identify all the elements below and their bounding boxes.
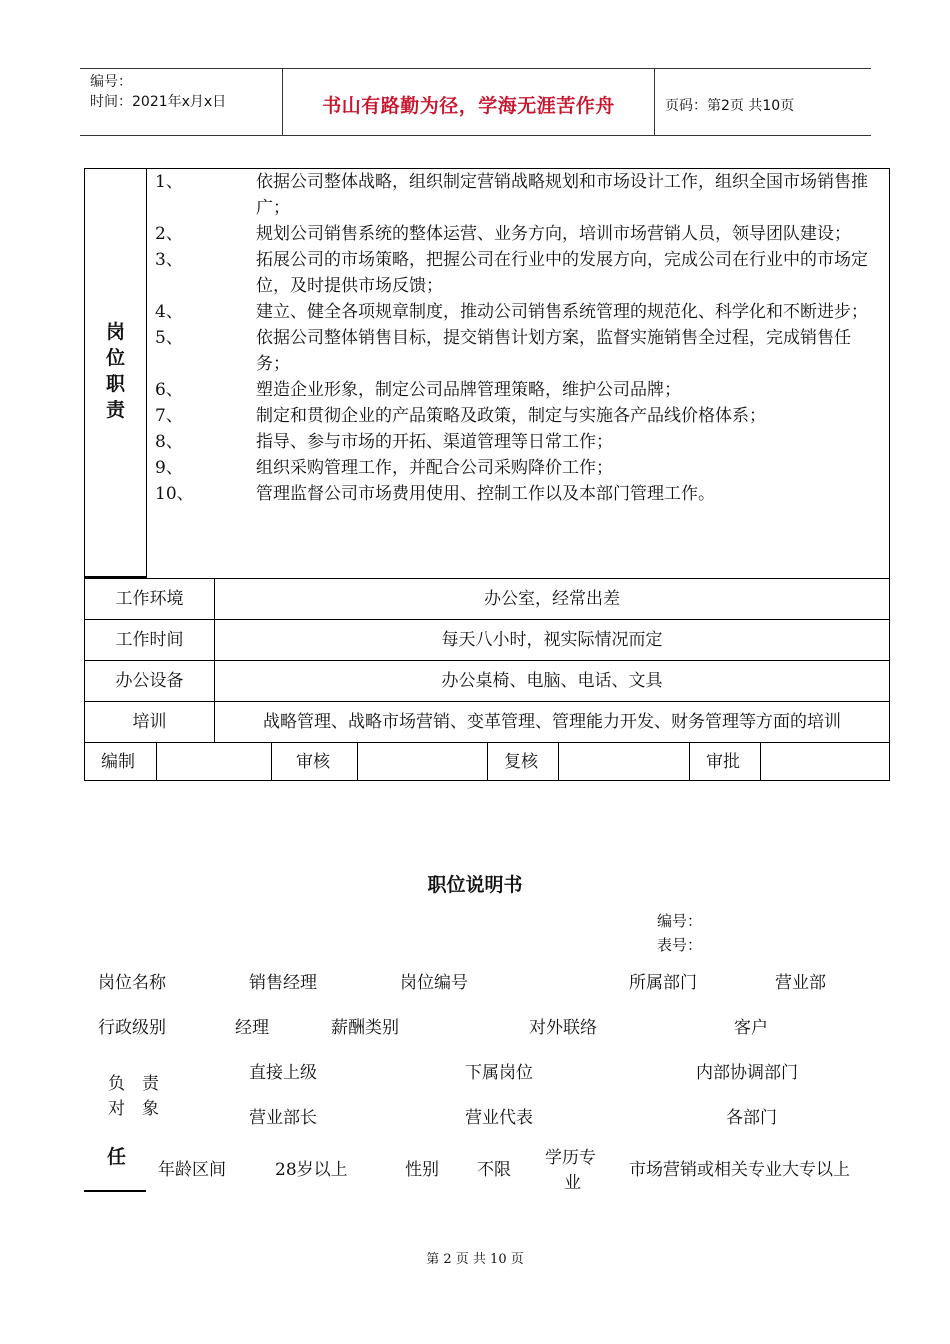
approve-field[interactable] bbox=[761, 743, 889, 781]
qualification-label: 任 bbox=[107, 1146, 127, 1168]
work-environment-label: 工作环境 bbox=[85, 579, 215, 619]
duties-label-cell bbox=[85, 169, 147, 578]
post-name-label: 岗位名称 bbox=[98, 973, 166, 993]
duty-item: 6、 塑造企业形象，制定公司品牌管理策略，维护公司品牌； bbox=[155, 380, 681, 400]
equipment-value: 办公桌椅、电脑、电话、文具 bbox=[441, 671, 663, 691]
training-value: 战略管理、战略市场营销、变革管理、管理能力开发、财务管理等方面的培训 bbox=[263, 712, 841, 732]
gender-value: 不限 bbox=[477, 1160, 511, 1180]
superior-label: 直接上级 bbox=[249, 1063, 317, 1083]
review-label: 审核 bbox=[272, 743, 358, 781]
duties-table bbox=[84, 168, 890, 781]
equipment-label: 办公设备 bbox=[85, 661, 215, 701]
work-time-label: 工作时间 bbox=[85, 620, 215, 660]
compile-field[interactable] bbox=[157, 743, 272, 781]
header-motto-cell bbox=[283, 69, 655, 136]
header-time-label: 时间：2021年x月x日 bbox=[90, 94, 227, 110]
coordination-value: 各部门 bbox=[726, 1108, 777, 1128]
jd-number-label: 编号： bbox=[657, 912, 703, 930]
subordinate-label: 下属岗位 bbox=[465, 1063, 533, 1083]
admin-level-value: 经理 bbox=[235, 1018, 269, 1038]
gender-label: 性别 bbox=[405, 1160, 439, 1180]
duty-item: 8、 指导、参与市场的开拓、渠道管理等日常工作； bbox=[155, 432, 613, 452]
header-page-cell bbox=[655, 69, 871, 136]
page-header bbox=[80, 68, 871, 136]
superior-value: 营业部长 bbox=[249, 1108, 317, 1128]
header-motto: 书山有路勤为径，学海无涯苦作舟 bbox=[322, 95, 615, 117]
age-value: 28岁以上 bbox=[275, 1160, 348, 1180]
post-name-value: 销售经理 bbox=[249, 973, 317, 993]
education-label-line2: 业 bbox=[564, 1173, 581, 1193]
training-row bbox=[85, 701, 889, 742]
external-contact-label: 对外联络 bbox=[529, 1018, 597, 1038]
duty-item: 3、 拓展公司的市场策略，把握公司在行业中的发展方向，完成公司在行业中的市场定位，及时提供市场反馈； bbox=[155, 250, 868, 296]
coordination-label: 内部协调部门 bbox=[696, 1063, 798, 1083]
jd-form-label: 表号： bbox=[657, 936, 703, 954]
compile-label: 编制 bbox=[85, 743, 157, 781]
post-no-label: 岗位编号 bbox=[400, 973, 468, 993]
dept-label: 所属部门 bbox=[629, 973, 697, 993]
duties-list bbox=[147, 169, 889, 578]
header-number-label: 编号： bbox=[90, 74, 132, 90]
work-time-row bbox=[85, 619, 889, 660]
salary-label: 薪酬类别 bbox=[331, 1018, 399, 1038]
signoff-row bbox=[85, 742, 889, 781]
age-label: 年龄区间 bbox=[158, 1160, 226, 1180]
job-description-title: 职位说明书 bbox=[427, 874, 523, 896]
education-value: 市场营销或相关专业大专以上 bbox=[629, 1160, 850, 1180]
recheck-label: 复核 bbox=[488, 743, 559, 781]
duty-item: 7、 制定和贯彻企业的产品策略及政策，制定与实施各产品线价格体系； bbox=[155, 406, 766, 426]
duties-label: 岗 位 职 责 bbox=[105, 321, 125, 421]
duty-item: 10、 管理监督公司市场费用使用、控制工作以及本部门管理工作。 bbox=[155, 484, 715, 504]
qualification-underline bbox=[84, 1190, 146, 1192]
work-time-value: 每天八小时，视实际情况而定 bbox=[441, 630, 663, 650]
duty-item: 4、 建立、健全各项规章制度，推动公司销售系统管理的规范化、科学化和不断进步； bbox=[155, 302, 868, 322]
approve-label: 审批 bbox=[690, 743, 761, 781]
header-left-cell bbox=[80, 69, 283, 136]
review-field[interactable] bbox=[358, 743, 488, 781]
responsibility-label-line2: 对 象 bbox=[108, 1099, 159, 1119]
work-environment-row bbox=[85, 578, 889, 619]
header-page-label: 页码：第2页 共10页 bbox=[665, 98, 795, 114]
page-footer: 第 2 页 共 10 页 bbox=[426, 1252, 524, 1267]
external-contact-value: 客户 bbox=[734, 1018, 768, 1038]
responsibility-label-line1: 负 责 bbox=[108, 1074, 159, 1094]
duty-item: 1、 依据公司整体战略，组织制定营销战略规划和市场设计工作，组织全国市场销售推广； bbox=[155, 172, 868, 218]
subordinate-value: 营业代表 bbox=[465, 1108, 533, 1128]
duty-item: 9、 组织采购管理工作，并配合公司采购降价工作； bbox=[155, 458, 613, 478]
duty-item: 5、 依据公司整体销售目标，提交销售计划方案，监督实施销售全过程，完成销售任务； bbox=[155, 328, 851, 374]
admin-level-label: 行政级别 bbox=[98, 1018, 166, 1038]
equipment-row bbox=[85, 660, 889, 701]
education-label-line1: 学历专 bbox=[545, 1148, 596, 1168]
duty-item: 2、 规划公司销售系统的整体运营、业务方向，培训市场营销人员，领导团队建设； bbox=[155, 224, 851, 244]
work-environment-value: 办公室，经常出差 bbox=[484, 589, 620, 609]
dept-value: 营业部 bbox=[775, 973, 826, 993]
training-label: 培训 bbox=[85, 702, 215, 742]
recheck-field[interactable] bbox=[559, 743, 690, 781]
